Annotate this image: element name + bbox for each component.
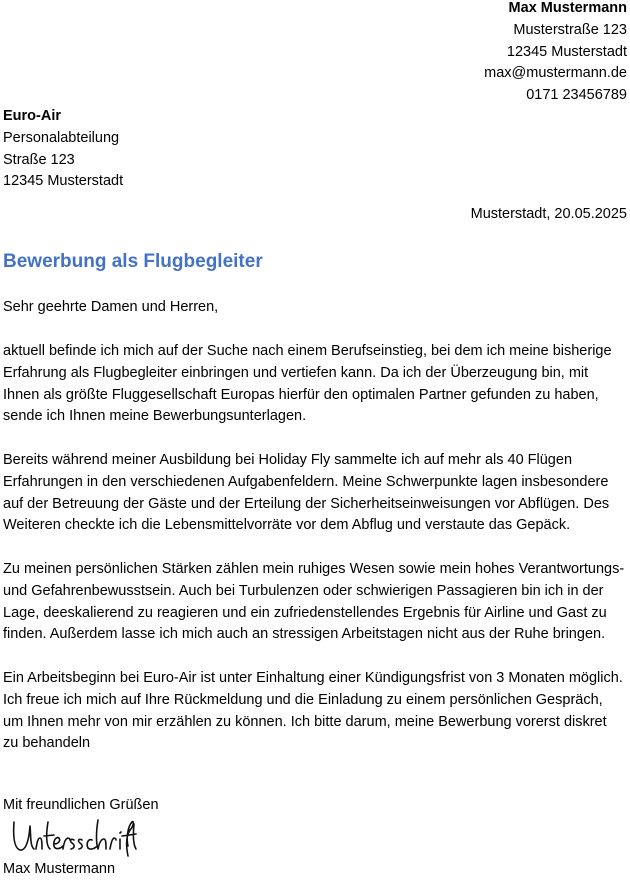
recipient-company: Euro-Air [3, 108, 61, 124]
body-paragraph: Bereits während meiner Ausbildung bei Holiday Fly sammelte ich auf mehr als 40 Flügen Erfahrungen in den verschiedenen Aufgabenfeldern. Meine Schwerpunkte lagen insbesondere auf der Betreuung der Gäste und der Erteilung der Sicherheitseinweisungen vor Abflügen. Des Weiteren checkte ich die Lebensmittelvorräte vor dem Abflug und verstaute das Gepäck. [3, 451, 610, 534]
letter-body [3, 341, 625, 777]
handwritten-signature [8, 816, 138, 858]
recipient-block [3, 106, 123, 193]
recipient-street: Straße 123 [3, 151, 75, 168]
recipient-department: Personalabteilung [3, 129, 120, 146]
recipient-city: 12345 Musterstadt [3, 173, 124, 190]
body-paragraph: Ein Arbeitsbeginn bei Euro-Air ist unter Einhaltung einer Kündigungsfrist von 3 Monaten möglich. Ich freue ich mich auf Ihre Rückmeldung und die Einladung zu einem persönlichen Gespräch, um Ihnen mehr von mir erzählen zu können. Ich bitte darum, meine Bewerbung vorerst diskret zu behandeln [3, 669, 623, 752]
body-paragraph: Zu meinen persönlichen Stärken zählen mein ruhiges Wesen sowie mein hohes Verantwortungs- und Gefahrenbewusstsein. Auch bei Turbulenzen oder schwierigen Passagieren bin ich in der Lage, deeskalierend zu reagieren und ein zufriedenstellendes Ergebnis für Airline und Gast zu finden. Außerdem lasse ich mich auch an stressigen Arbeitstagen nicht aus der Ruhe bringen. [3, 560, 625, 643]
body-paragraph: aktuell befinde ich mich auf der Suche nach einem Berufseinstieg, bei dem ich meine bisherige Erfahrung als Flugbegleiter einbringen und vertiefen kann. Da ich der Überzeugung bin, mit Ihnen als größte Fluggesellschaft Europas hierfür den optimalen Partner gefunden zu haben, sende ich Ihnen meine Bewerbungsunterlagen. [3, 343, 612, 425]
letter-date: Musterstadt, 20.05.2025 [470, 206, 627, 222]
signer-name: Max Mustermann [3, 861, 116, 877]
sender-phone: 0171 23456789 [526, 87, 627, 104]
closing: Mit freundlichen Grüßen [3, 797, 159, 813]
salutation: Sehr geehrte Damen und Herren, [3, 299, 219, 315]
sender-email: max@mustermann.de [484, 65, 627, 82]
letter-subject: Bewerbung als Flugbegleiter [3, 251, 263, 272]
sender-block [484, 0, 627, 107]
sender-city: 12345 Musterstadt [506, 43, 627, 60]
sender-street: Musterstraße 123 [513, 21, 627, 38]
sender-name: Max Mustermann [508, 0, 627, 16]
